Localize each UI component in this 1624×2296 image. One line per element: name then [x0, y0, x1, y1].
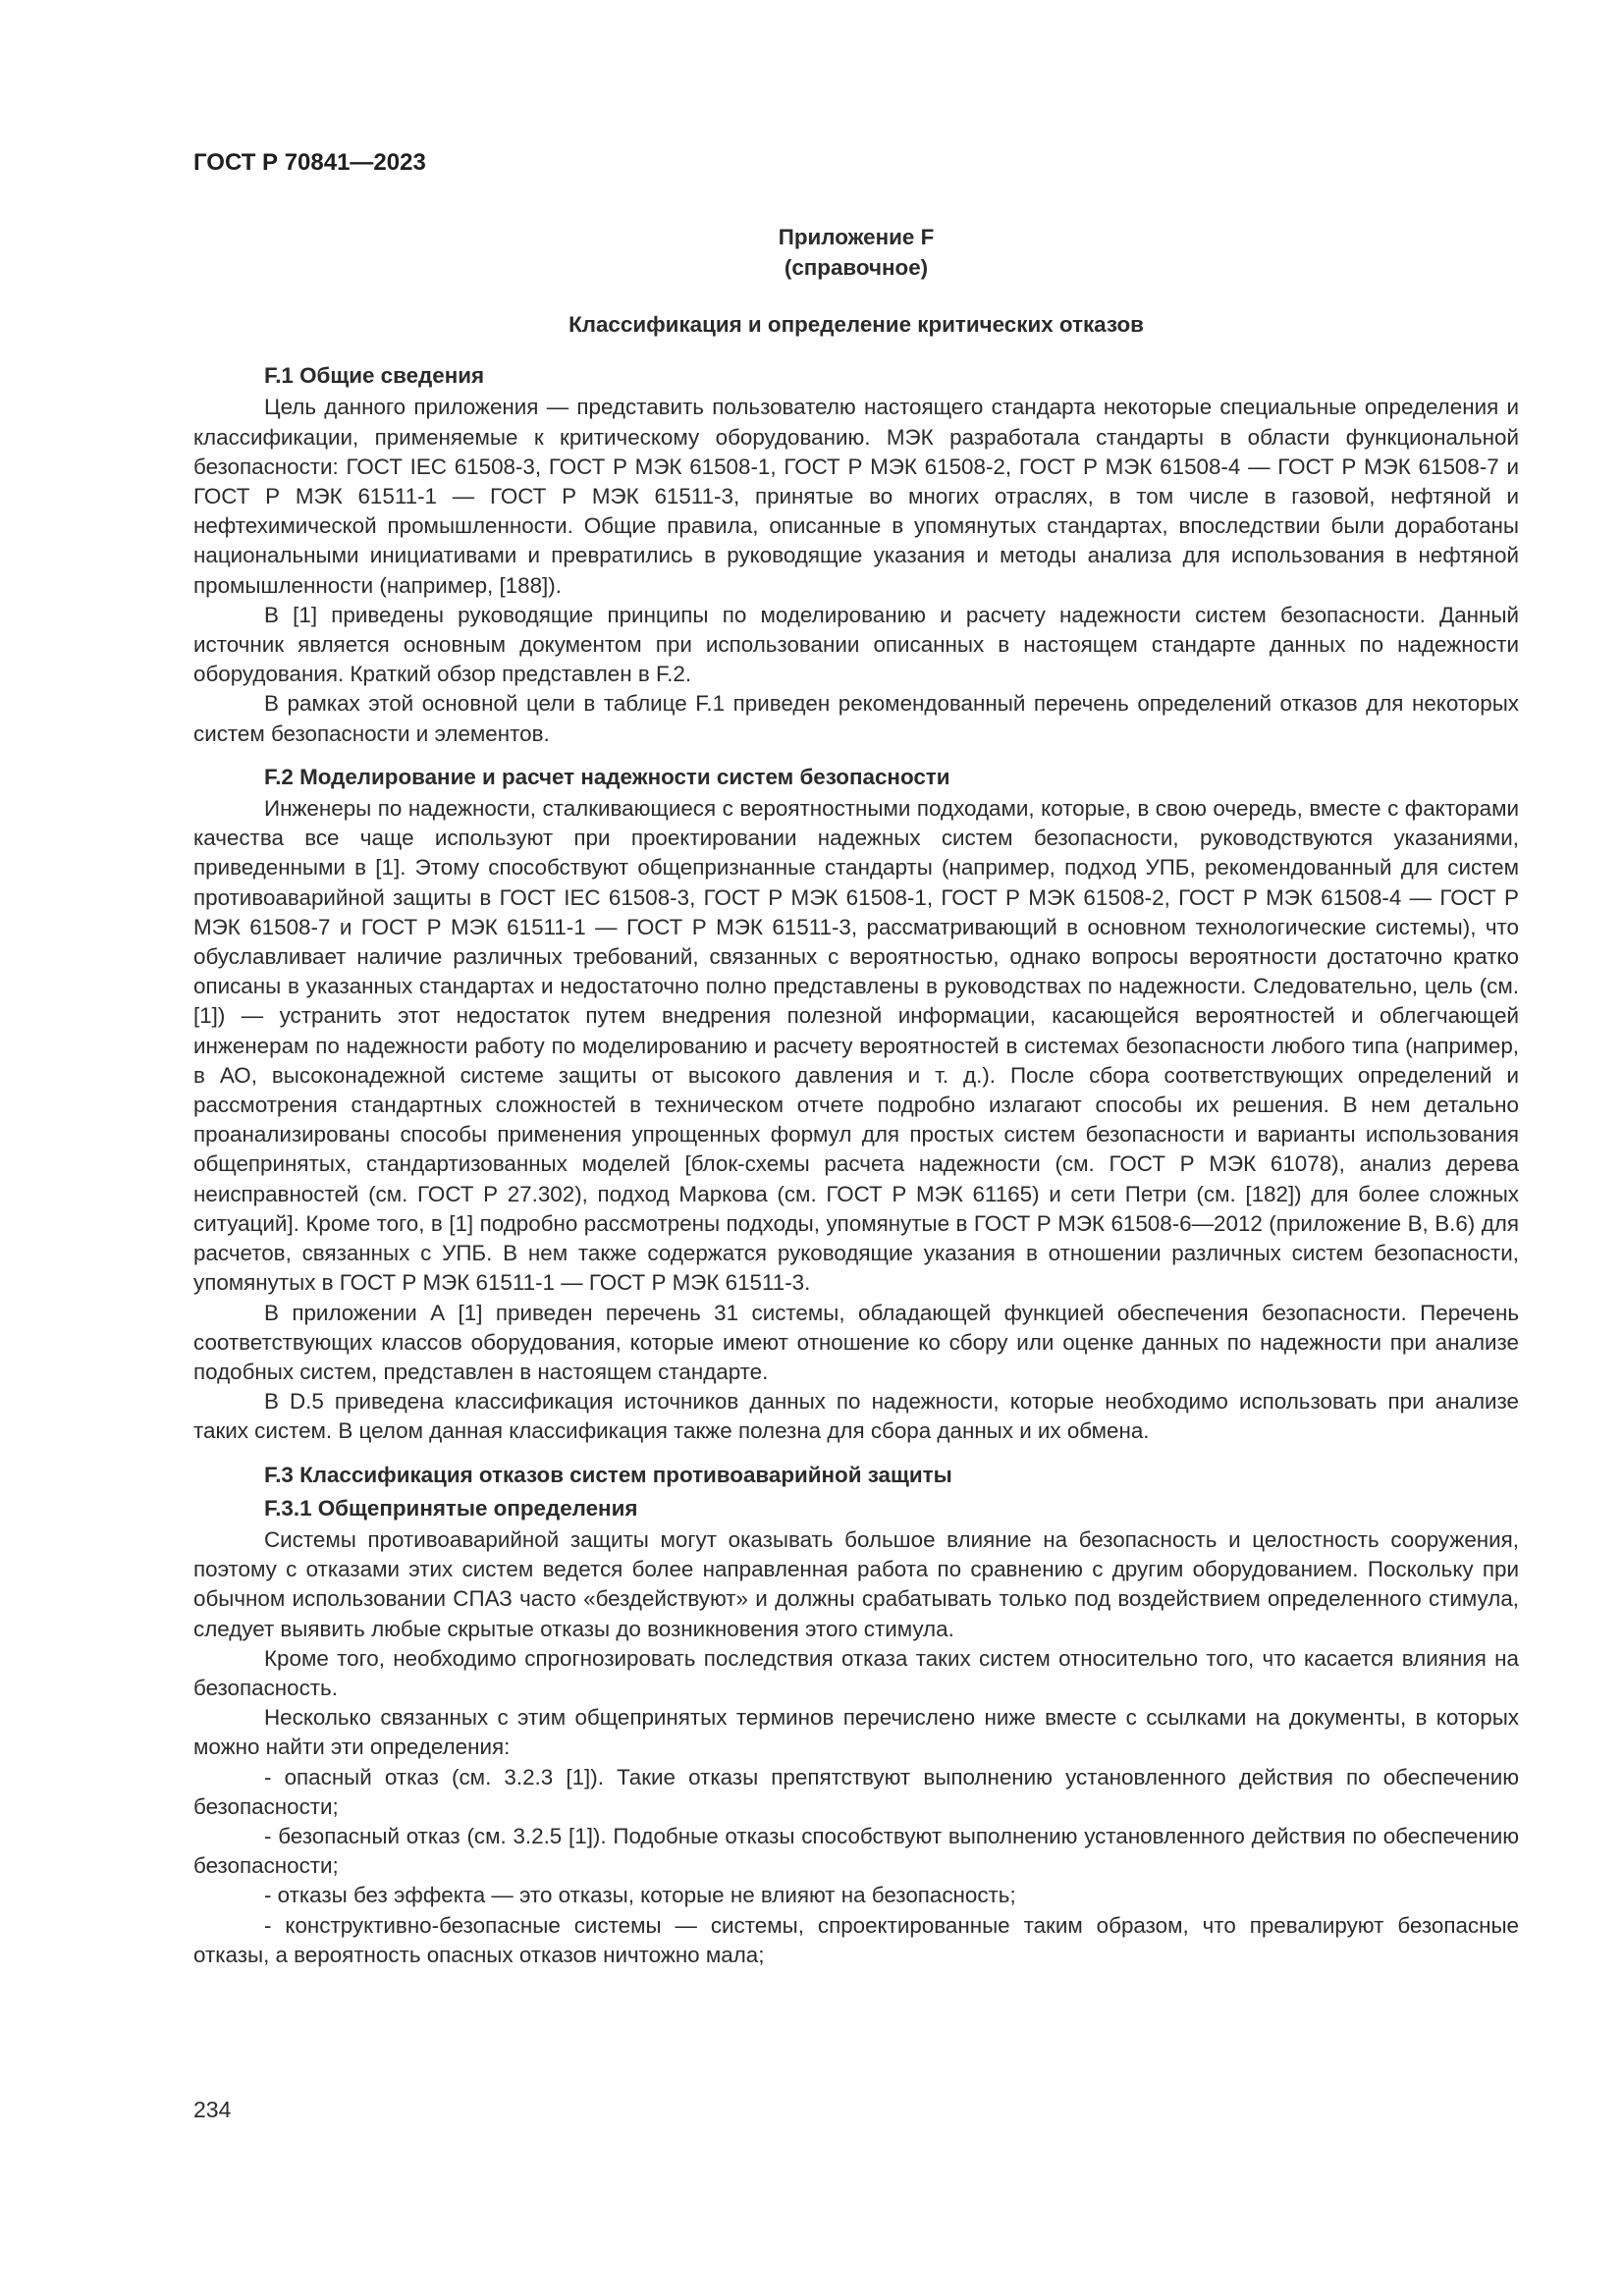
list-item: - опасный отказ (см. 3.2.3 [1]). Такие отказы препятствуют выполнению установленного действия по обеспечению безопасности;: [193, 1764, 1519, 1819]
subsection-heading-f3-1: F.3.1 Общепринятые определения: [264, 1495, 638, 1521]
paragraph: В [1] приведены руководящие принципы по моделированию и расчету надежности систем безопасности. Данный источник является основным документом при использовании описанных в настоящем стандарте данных по надежности оборудования. Краткий обзор представлен в F.2.: [193, 602, 1519, 687]
list-item: - безопасный отказ (см. 3.2.5 [1]). Подобные отказы способствуют выполнению установленного действия по обеспечению безопасности;: [193, 1823, 1519, 1879]
paragraph: Несколько связанных с этим общепринятых терминов перечислено ниже вместе с ссылками на документы, в которых можно найти эти определения:: [193, 1705, 1519, 1760]
document-id-header: ГОСТ Р 70841—2023: [193, 149, 426, 176]
section-heading-f3: F.3 Классификация отказов систем противоаварийной защиты: [264, 1462, 952, 1487]
page-number: 234: [193, 2097, 232, 2122]
appendix-label: Приложение F: [778, 225, 935, 249]
section-heading-f1: F.1 Общие сведения: [264, 363, 485, 389]
list-item: - отказы без эффекта — это отказы, которые не влияют на безопасность;: [264, 1883, 1016, 1908]
paragraph: Системы противоаварийной защиты могут оказывать большое влияние на безопасность и целостность сооружения, поэтому с отказами этих систем ведется более направленная работа по сравнению с другим оборудованием. Поскольку при обычном использовании СПАЗ часто «бездействуют» и должны срабатывать только под воздействием определенного стимула, следует выявить любые скрытые отказы до возникновения этого стимула.: [193, 1526, 1519, 1641]
list-item: - конструктивно-безопасные системы — системы, спроектированные таким образом, что превалируют безопасные отказы, а вероятность опасных отказов ничтожно мала;: [193, 1912, 1519, 1967]
paragraph: Кроме того, необходимо спрогнозировать последствия отказа таких систем относительно того, что касается влияния на безопасность.: [193, 1645, 1519, 1700]
paragraph: В D.5 приведена классификация источников данных по надежности, которые необходимо использовать при анализе таких систем. В целом данная классификация также полезна для сбора данных и их обмена.: [193, 1389, 1519, 1444]
page-content: [193, 222, 1519, 1970]
section-heading-f2: F.2 Моделирование и расчет надежности систем безопасности: [264, 764, 950, 789]
paragraph: Цель данного приложения — представить пользователю настоящего стандарта некоторые специальные определения и классификации, применяемые к критическому оборудованию. МЭК разработала стандарты в области функциональной безопасности: ГОСТ IEC 61508-3, ГОСТ Р МЭК 61508-1, ГОСТ Р МЭК 61508-2, ГОСТ Р МЭК 61508-4 — ГОСТ Р МЭК 61508-7 и ГОСТ Р МЭК 61511-1 — ГОСТ Р МЭК 61511-3, принятые во многих отраслях, в том числе в газовой, нефтяной и нефтехимической промышленности. Общие правила, описанные в упомянутых стандартах, впоследствии были доработаны национальными инициативами и превратились в руководящие указания и методы анализа для использования в нефтяной промышленности (например, [188]).: [193, 395, 1519, 598]
appendix-status: (справочное): [784, 255, 929, 280]
paragraph: Инженеры по надежности, сталкивающиеся с вероятностными подходами, которые, в свою очередь, вместе с факторами качества все чаще используют при проектировании надежных систем безопасности, руководствуются указаниями, приведенными в [1]. Этому способствуют общепризнанные стандарты (например, подход УПБ, рекомендованный для систем противоаварийной защиты в ГОСТ IEC 61508-3, ГОСТ Р МЭК 61508-1, ГОСТ Р МЭК 61508-2, ГОСТ Р МЭК 61508-4 — ГОСТ Р МЭК 61508-7 и ГОСТ Р МЭК 61511-1 — ГОСТ Р МЭК 61511-3, рассматривающий в основном технологические системы), что обуславливает наличие различных требований, связанных с вероятностью, однако вопросы вероятности достаточно кратко описаны в указанных стандартах и недостаточно полно представлены в руководствах по надежности. Следовательно, цель (см. [1]) — устранить этот недостаток путем внедрения полезной информации, касающейся вероятностей и облегчающей инженерам по надежности работу по моделированию и расчету вероятностей в системах безопасности любого типа (например, в АО, высоконадежной системе защиты от высокого давления и т. д.). После сбора соответствующих определений и рассмотрения стандартных сложностей в техническом отчете подробно излагают способы их решения. В нем детально проанализированы способы применения упрощенных формул для простых систем безопасности и варианты использования общепринятых, стандартизованных моделей [блок-схемы расчета надежности (см. ГОСТ Р МЭК 61078), анализ дерева неисправностей (см. ГОСТ Р 27.302), подход Маркова (см. ГОСТ Р МЭК 61165) и сети Петри (см. [182]) для более сложных ситуаций]. Кроме того, в [1] подробно рассмотрены подходы, упомянутые в ГОСТ Р МЭК 61508-6—2012 (приложение B, B.6) для расчетов, связанных с УПБ. В нем также содержатся руководящие указания в отношении различных систем безопасности, упомянутых в ГОСТ Р МЭК 61511-1 — ГОСТ Р МЭК 61511-3.: [193, 796, 1519, 1296]
paragraph: В рамках этой основной цели в таблице F.1 приведен рекомендованный перечень определений отказов для некоторых систем безопасности и элементов.: [193, 691, 1519, 746]
paragraph: В приложении А [1] приведен перечень 31 системы, обладающей функцией обеспечения безопасности. Перечень соответствующих классов оборудования, которые имеют отношение ко сбору или оценке данных по надежности при анализе подобных систем, представлен в настоящем стандарте.: [193, 1300, 1519, 1384]
appendix-title: Классификация и определение критических отказов: [568, 312, 1144, 337]
